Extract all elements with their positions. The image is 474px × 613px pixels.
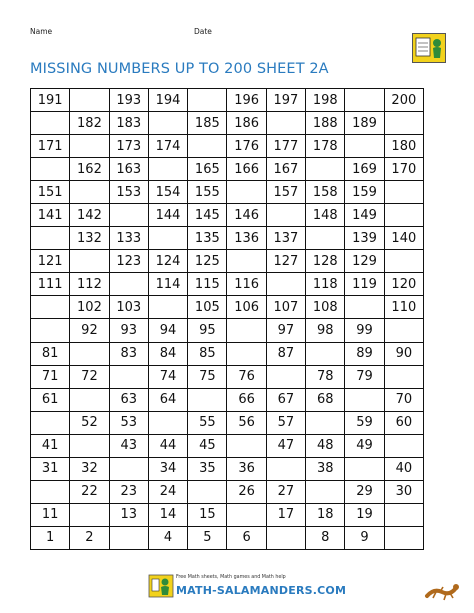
- grid-cell: 139: [345, 227, 384, 250]
- grid-cell-blank[interactable]: [384, 434, 423, 457]
- grid-cell-blank[interactable]: [306, 411, 345, 434]
- grid-cell: 123: [109, 250, 148, 273]
- grid-cell: 17: [266, 503, 305, 526]
- grid-cell-blank[interactable]: [70, 181, 109, 204]
- grid-cell-blank[interactable]: [70, 434, 109, 457]
- grid-cell: 15: [188, 503, 227, 526]
- grid-cell: 53: [109, 411, 148, 434]
- grid-cell: 176: [227, 135, 266, 158]
- grid-cell-blank[interactable]: [227, 342, 266, 365]
- grid-row: [31, 89, 424, 112]
- grid-cell-blank[interactable]: [384, 181, 423, 204]
- grid-cell: 129: [345, 250, 384, 273]
- grid-cell: 71: [31, 365, 70, 388]
- grid-cell: 9: [345, 526, 384, 549]
- grid-cell-blank[interactable]: [31, 112, 70, 135]
- grid-cell: 40: [384, 457, 423, 480]
- grid-cell: 66: [227, 388, 266, 411]
- grid-cell-blank[interactable]: [148, 227, 187, 250]
- grid-cell: 30: [384, 480, 423, 503]
- grid-cell: 182: [70, 112, 109, 135]
- grid-cell: 45: [188, 434, 227, 457]
- grid-cell-blank[interactable]: [188, 480, 227, 503]
- grid-cell-blank[interactable]: [384, 365, 423, 388]
- grid-cell: 185: [188, 112, 227, 135]
- grid-cell: 95: [188, 319, 227, 342]
- grid-cell-blank[interactable]: [384, 112, 423, 135]
- grid-row: [31, 434, 424, 457]
- grid-row: [31, 503, 424, 526]
- grid-cell-blank[interactable]: [266, 204, 305, 227]
- grid-cell: 120: [384, 273, 423, 296]
- grid-cell: 118: [306, 273, 345, 296]
- grid-cell-blank[interactable]: [227, 503, 266, 526]
- grid-cell: 29: [345, 480, 384, 503]
- grid-row: [31, 227, 424, 250]
- grid-cell: 114: [148, 273, 187, 296]
- grid-cell-blank[interactable]: [148, 158, 187, 181]
- grid-cell-blank[interactable]: [345, 296, 384, 319]
- grid-cell: 157: [266, 181, 305, 204]
- grid-row: [31, 273, 424, 296]
- grid-cell: 136: [227, 227, 266, 250]
- grid-cell-blank[interactable]: [148, 112, 187, 135]
- grid-cell: 64: [148, 388, 187, 411]
- grid-cell: 2: [70, 526, 109, 549]
- grid-cell: 158: [306, 181, 345, 204]
- grid-cell: 1: [31, 526, 70, 549]
- grid-cell: 163: [109, 158, 148, 181]
- grid-row: [31, 204, 424, 227]
- grid-cell: 189: [345, 112, 384, 135]
- footer-tagline: Free Math sheets, Math games and Math help: [176, 575, 286, 580]
- grid-cell: 194: [148, 89, 187, 112]
- grid-cell: 56: [227, 411, 266, 434]
- grid-cell: 98: [306, 319, 345, 342]
- grid-cell: 63: [109, 388, 148, 411]
- grid-cell: 115: [188, 273, 227, 296]
- grid-cell: 149: [345, 204, 384, 227]
- grid-cell: 193: [109, 89, 148, 112]
- grid-cell-blank[interactable]: [109, 204, 148, 227]
- grid-cell: 23: [109, 480, 148, 503]
- grid-cell-blank[interactable]: [345, 135, 384, 158]
- grid-row: [31, 296, 424, 319]
- grid-cell: 97: [266, 319, 305, 342]
- grid-cell: 60: [384, 411, 423, 434]
- grid-cell: 196: [227, 89, 266, 112]
- grid-row: [31, 112, 424, 135]
- grid-cell: 57: [266, 411, 305, 434]
- grid-cell: 41: [31, 434, 70, 457]
- footer-brand: MATH-SALAMANDERS.COM: [176, 584, 347, 597]
- grid-cell: 14: [148, 503, 187, 526]
- grid-cell: 27: [266, 480, 305, 503]
- grid-cell-blank[interactable]: [188, 89, 227, 112]
- grid-row: [31, 250, 424, 273]
- grid-cell: 47: [266, 434, 305, 457]
- name-label: Name: [30, 27, 53, 36]
- grid-cell-blank[interactable]: [109, 457, 148, 480]
- grid-row: [31, 342, 424, 365]
- grid-cell-blank[interactable]: [266, 365, 305, 388]
- grid-cell: 153: [109, 181, 148, 204]
- grid-cell-blank[interactable]: [70, 250, 109, 273]
- grid-cell: 74: [148, 365, 187, 388]
- grid-cell-blank[interactable]: [70, 342, 109, 365]
- grid-cell-blank[interactable]: [31, 480, 70, 503]
- grid-cell: 166: [227, 158, 266, 181]
- grid-cell: 174: [148, 135, 187, 158]
- grid-cell: 93: [109, 319, 148, 342]
- grid-cell-blank[interactable]: [148, 411, 187, 434]
- grid-cell: 18: [306, 503, 345, 526]
- grid-cell: 177: [266, 135, 305, 158]
- grid-cell: 125: [188, 250, 227, 273]
- worksheet-title: MISSING NUMBERS UP TO 200 SHEET 2A: [30, 61, 329, 77]
- grid-cell-blank[interactable]: [266, 273, 305, 296]
- grid-cell: 170: [384, 158, 423, 181]
- grid-cell-blank[interactable]: [31, 227, 70, 250]
- grid-cell-blank[interactable]: [345, 89, 384, 112]
- grid-cell: 171: [31, 135, 70, 158]
- grid-cell-blank[interactable]: [266, 526, 305, 549]
- grid-cell: 19: [345, 503, 384, 526]
- grid-cell: 70: [384, 388, 423, 411]
- grid-cell: 36: [227, 457, 266, 480]
- grid-cell: 5: [188, 526, 227, 549]
- grid-row: [31, 365, 424, 388]
- grid-cell: 38: [306, 457, 345, 480]
- grid-cell-blank[interactable]: [109, 365, 148, 388]
- grid-cell-blank[interactable]: [384, 250, 423, 273]
- grid-cell: 112: [70, 273, 109, 296]
- grid-cell: 135: [188, 227, 227, 250]
- grid-cell: 169: [345, 158, 384, 181]
- grid-cell-blank[interactable]: [188, 135, 227, 158]
- grid-cell: 79: [345, 365, 384, 388]
- grid-cell: 116: [227, 273, 266, 296]
- grid-cell: 110: [384, 296, 423, 319]
- grid-cell-blank[interactable]: [70, 388, 109, 411]
- grid-cell-blank[interactable]: [384, 526, 423, 549]
- grid-cell: 31: [31, 457, 70, 480]
- grid-cell-blank[interactable]: [70, 135, 109, 158]
- grid-cell: 13: [109, 503, 148, 526]
- grid-cell: 173: [109, 135, 148, 158]
- grid-cell: 59: [345, 411, 384, 434]
- grid-cell-blank[interactable]: [227, 250, 266, 273]
- grid-cell: 146: [227, 204, 266, 227]
- grid-cell: 183: [109, 112, 148, 135]
- grid-cell: 108: [306, 296, 345, 319]
- grid-cell-blank[interactable]: [266, 457, 305, 480]
- grid-cell: 44: [148, 434, 187, 457]
- grid-cell: 165: [188, 158, 227, 181]
- grid-cell-blank[interactable]: [148, 296, 187, 319]
- grid-cell: 178: [306, 135, 345, 158]
- grid-cell: 128: [306, 250, 345, 273]
- grid-cell-blank[interactable]: [306, 227, 345, 250]
- grid-cell: 141: [31, 204, 70, 227]
- grid-cell: 55: [188, 411, 227, 434]
- grid-cell: 68: [306, 388, 345, 411]
- grid-row: [31, 411, 424, 434]
- grid-cell: 43: [109, 434, 148, 457]
- grid-cell: 119: [345, 273, 384, 296]
- grid-cell: 162: [70, 158, 109, 181]
- grid-cell: 191: [31, 89, 70, 112]
- grid-cell: 155: [188, 181, 227, 204]
- grid-row: [31, 319, 424, 342]
- grid-cell: 145: [188, 204, 227, 227]
- grid-cell: 35: [188, 457, 227, 480]
- grid-cell: 154: [148, 181, 187, 204]
- grid-cell: 78: [306, 365, 345, 388]
- grid-cell: 32: [70, 457, 109, 480]
- grid-cell: 107: [266, 296, 305, 319]
- grid-cell: 197: [266, 89, 305, 112]
- grid-cell: 133: [109, 227, 148, 250]
- grid-cell-blank[interactable]: [188, 388, 227, 411]
- grid-cell: 22: [70, 480, 109, 503]
- grid-cell-blank[interactable]: [266, 112, 305, 135]
- grid-cell-blank[interactable]: [345, 457, 384, 480]
- grid-cell-blank[interactable]: [31, 411, 70, 434]
- grid-cell-blank[interactable]: [306, 342, 345, 365]
- grid-cell: 72: [70, 365, 109, 388]
- grid-cell: 200: [384, 89, 423, 112]
- grid-cell: 83: [109, 342, 148, 365]
- grid-cell-blank[interactable]: [227, 181, 266, 204]
- grid-cell: 106: [227, 296, 266, 319]
- grid-cell: 102: [70, 296, 109, 319]
- grid-row: [31, 388, 424, 411]
- grid-cell: 111: [31, 273, 70, 296]
- grid-cell: 76: [227, 365, 266, 388]
- grid-cell: 159: [345, 181, 384, 204]
- math-salamanders-footer-logo-icon: [148, 572, 174, 600]
- grid-cell-blank[interactable]: [306, 158, 345, 181]
- grid-cell: 81: [31, 342, 70, 365]
- grid-cell: 140: [384, 227, 423, 250]
- grid-row: [31, 158, 424, 181]
- grid-cell: 34: [148, 457, 187, 480]
- grid-cell: 198: [306, 89, 345, 112]
- grid-cell: 124: [148, 250, 187, 273]
- grid-row: [31, 181, 424, 204]
- grid-cell-blank[interactable]: [306, 480, 345, 503]
- grid-cell: 144: [148, 204, 187, 227]
- grid-cell-blank[interactable]: [31, 296, 70, 319]
- grid-cell-blank[interactable]: [227, 319, 266, 342]
- grid-cell: 90: [384, 342, 423, 365]
- grid-cell: 85: [188, 342, 227, 365]
- grid-cell: 167: [266, 158, 305, 181]
- grid-cell-blank[interactable]: [109, 273, 148, 296]
- grid-cell: 75: [188, 365, 227, 388]
- grid-cell: 180: [384, 135, 423, 158]
- grid-cell: 99: [345, 319, 384, 342]
- math-salamanders-logo-icon: [412, 33, 446, 63]
- grid-cell: 84: [148, 342, 187, 365]
- grid-cell-blank[interactable]: [227, 434, 266, 457]
- grid-cell: 67: [266, 388, 305, 411]
- grid-row: [31, 135, 424, 158]
- grid-cell: 148: [306, 204, 345, 227]
- grid-cell: 48: [306, 434, 345, 457]
- grid-cell: 89: [345, 342, 384, 365]
- grid-cell: 8: [306, 526, 345, 549]
- grid-cell-blank[interactable]: [109, 526, 148, 549]
- grid-cell: 188: [306, 112, 345, 135]
- grid-cell-blank[interactable]: [31, 158, 70, 181]
- grid-cell: 6: [227, 526, 266, 549]
- salamander-icon: [424, 578, 460, 604]
- grid-cell: 94: [148, 319, 187, 342]
- grid-cell: 61: [31, 388, 70, 411]
- grid-cell-blank[interactable]: [384, 204, 423, 227]
- grid-cell-blank[interactable]: [384, 319, 423, 342]
- grid-cell-blank[interactable]: [345, 388, 384, 411]
- grid-cell: 132: [70, 227, 109, 250]
- grid-cell: 24: [148, 480, 187, 503]
- grid-cell: 142: [70, 204, 109, 227]
- grid-cell: 121: [31, 250, 70, 273]
- grid-cell-blank[interactable]: [31, 319, 70, 342]
- grid-row: [31, 480, 424, 503]
- grid-cell: 26: [227, 480, 266, 503]
- grid-cell: 127: [266, 250, 305, 273]
- grid-cell: 137: [266, 227, 305, 250]
- grid-cell: 151: [31, 181, 70, 204]
- number-grid: [30, 88, 424, 550]
- grid-row: [31, 526, 424, 549]
- grid-cell: 52: [70, 411, 109, 434]
- grid-cell: 103: [109, 296, 148, 319]
- grid-cell: 4: [148, 526, 187, 549]
- grid-cell: 186: [227, 112, 266, 135]
- grid-row: [31, 457, 424, 480]
- date-label: Date: [194, 27, 212, 36]
- grid-cell: 11: [31, 503, 70, 526]
- grid-cell: 87: [266, 342, 305, 365]
- grid-cell-blank[interactable]: [70, 89, 109, 112]
- grid-cell: 105: [188, 296, 227, 319]
- grid-cell-blank[interactable]: [384, 503, 423, 526]
- grid-cell: 49: [345, 434, 384, 457]
- grid-cell-blank[interactable]: [70, 503, 109, 526]
- grid-cell: 92: [70, 319, 109, 342]
